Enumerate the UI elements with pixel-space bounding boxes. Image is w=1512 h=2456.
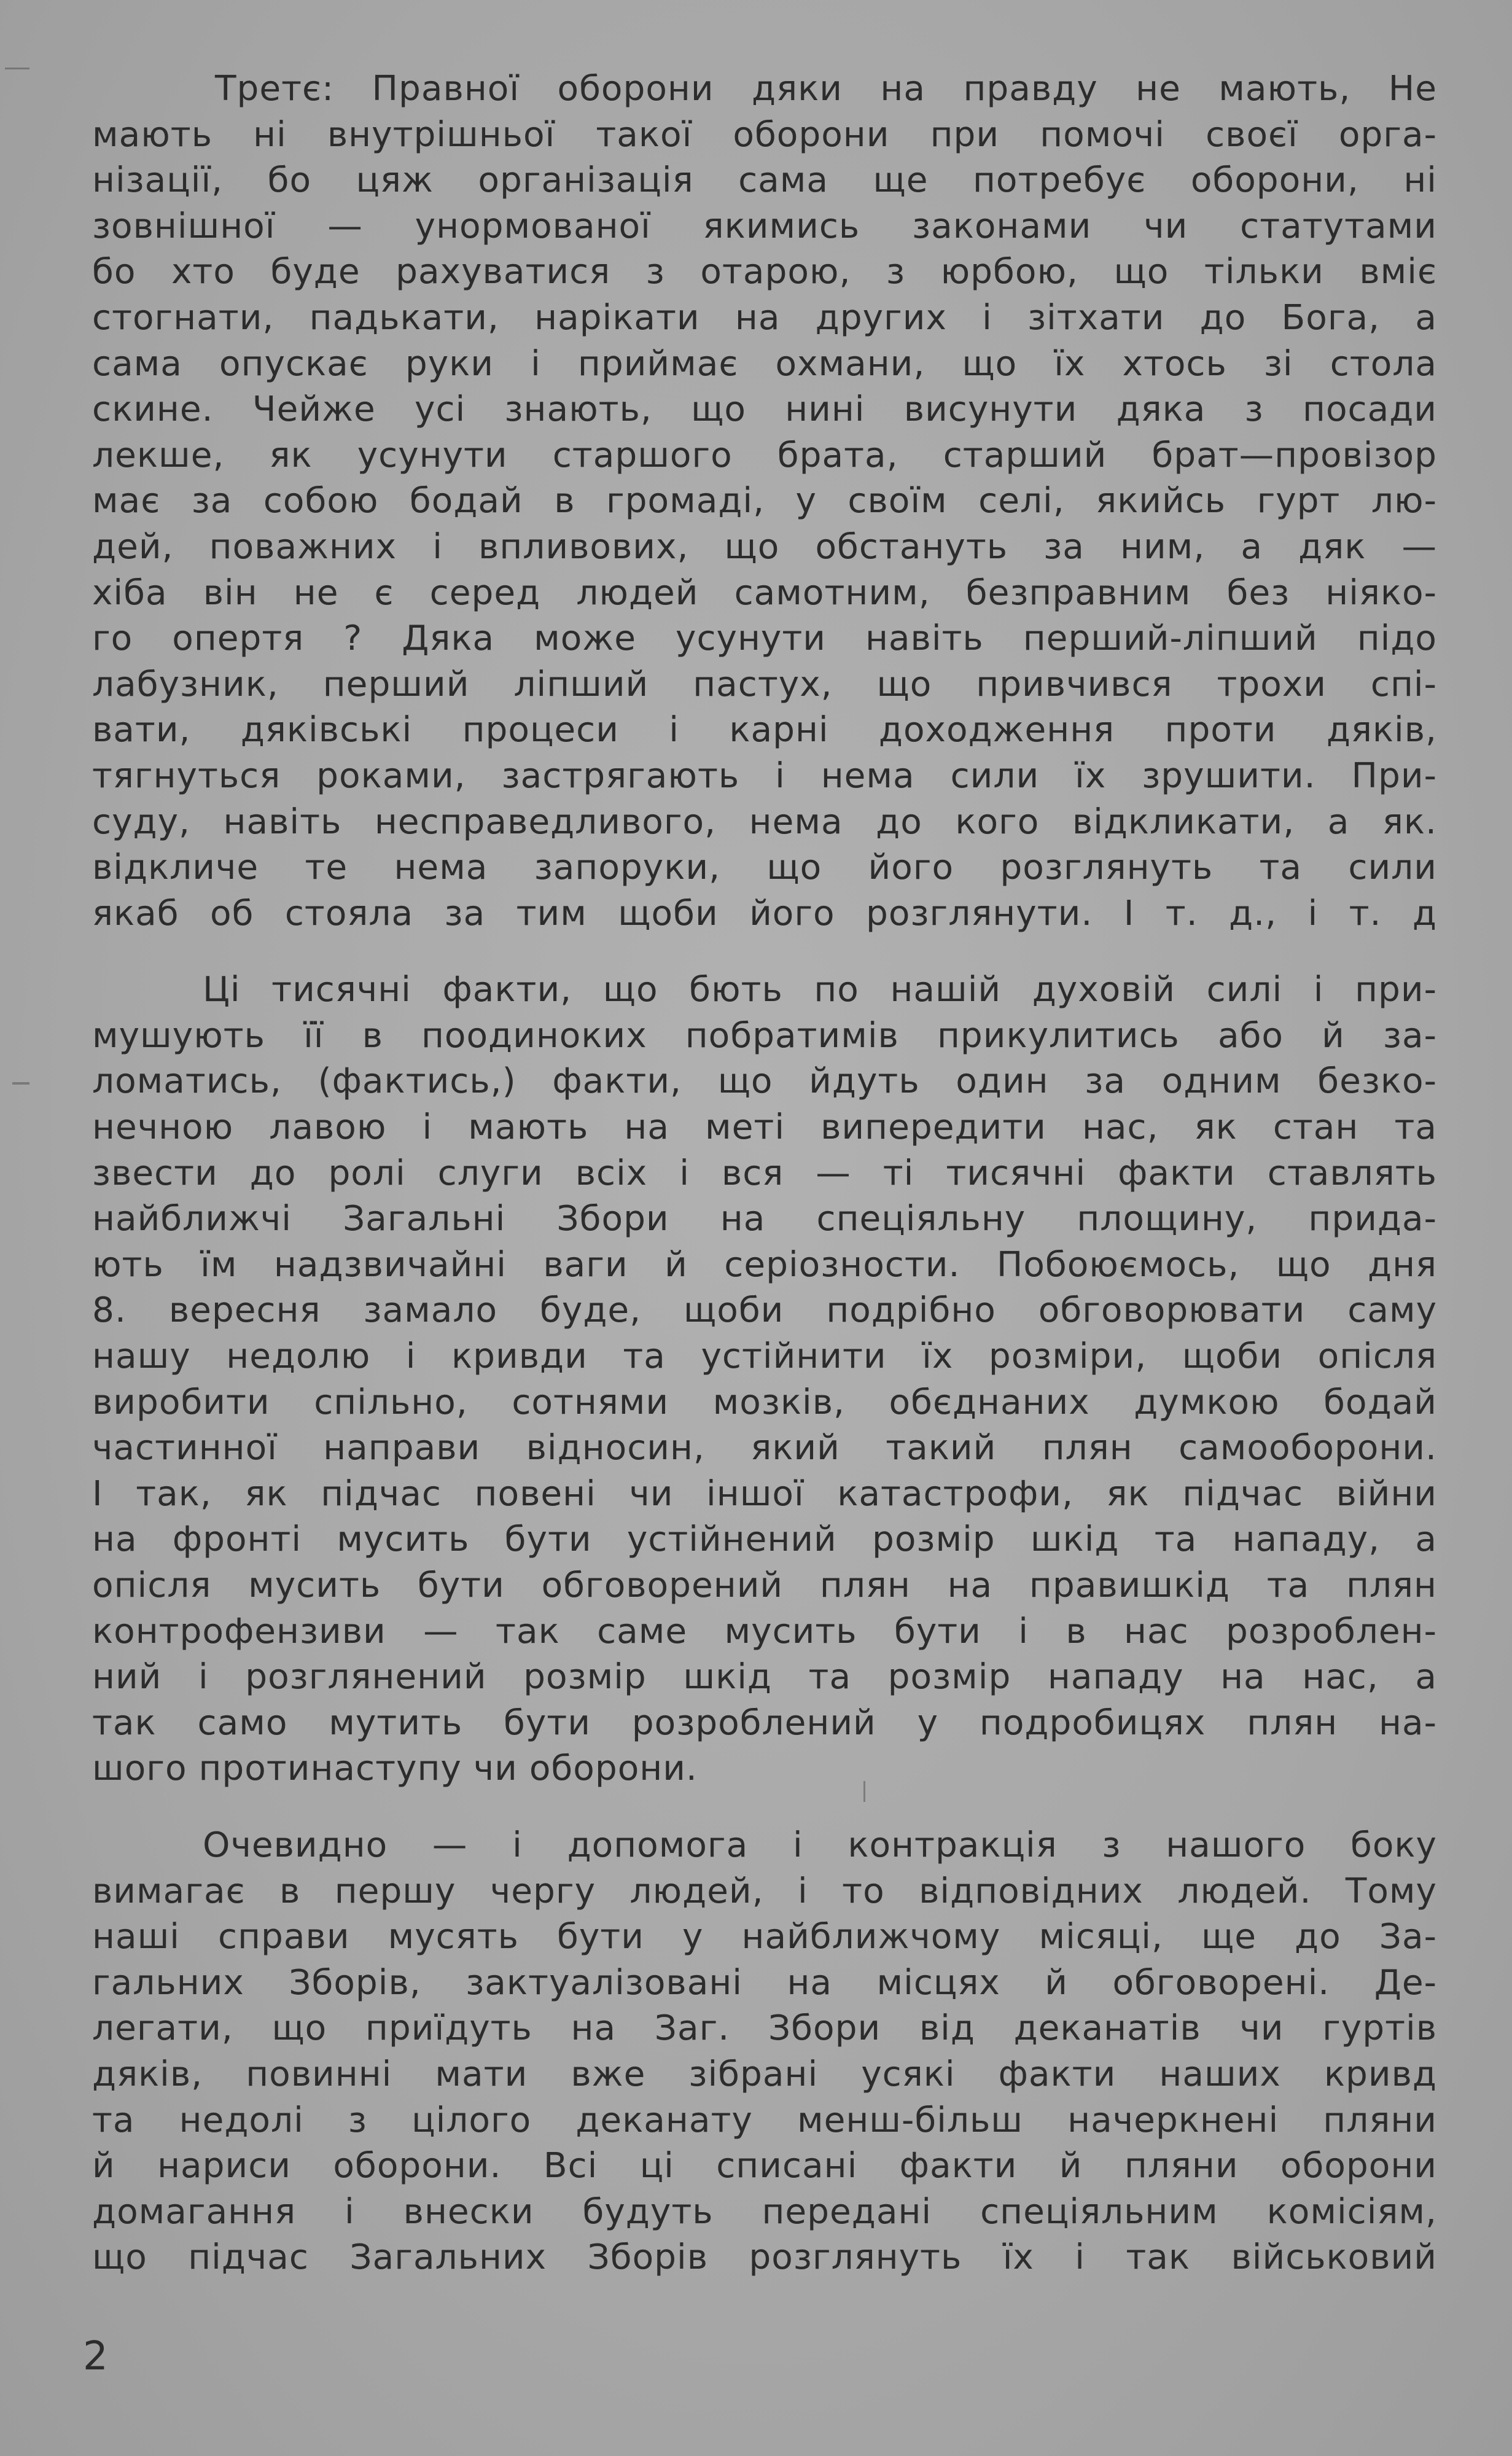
text-line: нашу недолю і кривди та устійнити їх розміри, щоби опісля bbox=[92, 1336, 1437, 1377]
text-line: наші справи мусять бути у найближчому місяці, ще до За- bbox=[92, 1917, 1437, 1957]
text-line: ломатись, (фактись,) факти, що йдуть один за одним безко- bbox=[92, 1061, 1437, 1102]
text-line: має за собою бодай в громаді, у своїм селі, якийсь гурт лю- bbox=[92, 481, 1437, 521]
text-line: легати, що приїдуть на Заг. Збори від деканатів чи гуртів bbox=[92, 2008, 1437, 2049]
text-line: зовнішної — унормованої якимись законами чи статутами bbox=[92, 206, 1437, 246]
text-line: І так, як підчас повені чи іншої катастрофи, як підчас війни bbox=[92, 1473, 1437, 1514]
text-line: нечною лавою і мають на меті випередити нас, як стан та bbox=[92, 1107, 1437, 1148]
margin-mark bbox=[12, 1082, 29, 1085]
text-line: мушують її в поодиноких побратимів прикулитись або й за- bbox=[92, 1015, 1437, 1056]
text-line: й нариси оборони. Всі ці списані факти й пляни оборони bbox=[92, 2146, 1437, 2186]
text-line: бо хто буде рахуватися з отарою, з юрбою, що тільки вміє bbox=[92, 252, 1437, 292]
text-line: хіба він не є серед людей самотним, безправним без ніяко- bbox=[92, 572, 1437, 613]
text-line: вимагає в першу чергу людей, і то відповідних людей. Тому bbox=[92, 1871, 1437, 1911]
text-line: стогнати, падькати, нарікати на других і зітхати до Бога, а bbox=[92, 297, 1437, 338]
text-line: вати, дяківські процеси і карні доходження проти дяків, bbox=[92, 710, 1437, 750]
text-line: опісля мусить бути обговорений плян на правишкід та плян bbox=[92, 1565, 1437, 1605]
text-line: скине. Чейже усі знають, що нині висунути дяка з посади bbox=[92, 389, 1437, 430]
text-line: лекше, як усунути старшого брата, старший брат—провізор bbox=[92, 435, 1437, 475]
text-line: дяків, повинні мати вже зібрані усякі факти наших кривд bbox=[92, 2054, 1437, 2094]
text-line: Ці тисячні факти, що бють по нашій духовій силі і при- bbox=[203, 970, 1437, 1010]
paragraph-1 bbox=[92, 66, 1437, 937]
body-text bbox=[92, 66, 1437, 2281]
text-line: гальних Зборів, зактуалізовані на місцях й обговорені. Де- bbox=[92, 1962, 1437, 2003]
text-line: 8. вересня замало буде, щоби подрібно обговорювати саму bbox=[92, 1290, 1437, 1331]
paragraph-2 bbox=[92, 967, 1437, 1792]
text-line: шого протинаступу чи оборони. bbox=[92, 1748, 698, 1789]
text-line: ють їм надзвичайні ваги й серіозности. Побоюємось, що дня bbox=[92, 1244, 1437, 1285]
margin-mark bbox=[5, 68, 29, 69]
text-line: лабузник, перший ліпший пастух, що привчився трохи спі- bbox=[92, 664, 1437, 704]
text-line: домагання і внески будуть передані спеціяльним комісіям, bbox=[92, 2191, 1437, 2232]
page-number: 2 bbox=[83, 2334, 108, 2379]
text-line: суду, навіть несправедливого, нема до кого відкликати, а як. bbox=[92, 801, 1437, 842]
text-line: Очевидно — і допомога і контракція з нашого боку bbox=[203, 1825, 1437, 1865]
text-line: контрофензиви — так саме мусить бути і в нас розроблен- bbox=[92, 1611, 1437, 1651]
text-line: нізації, бо цяж організація сама ще потребує оборони, ні bbox=[92, 160, 1437, 201]
text-line: якаб об стояла за тим щоби його розглянути. І т. д., і т. д bbox=[92, 893, 1437, 934]
text-line: виробити спільно, сотнями мозків, обєднаних думкою бодай bbox=[92, 1382, 1437, 1422]
text-line: звести до ролі слуги всіх і вся — ті тисячні факти ставлять bbox=[92, 1153, 1437, 1193]
text-line: Третє: Правної оборони дяки на правду не мають, Не bbox=[215, 69, 1437, 109]
text-line: сама опускає руки і приймає охмани, що їх хтось зі стола bbox=[92, 343, 1437, 384]
text-line: так само мутить бути розроблений у подробицях плян на- bbox=[92, 1702, 1437, 1743]
text-line: відкличе те нема запоруки, що його розглянуть та сили bbox=[92, 848, 1437, 888]
text-line: ний і розглянений розмір шкід та розмір нападу на нас, а bbox=[92, 1657, 1437, 1698]
text-line: найближчі Загальні Збори на спеціяльну площину, прида- bbox=[92, 1199, 1437, 1239]
text-line: мають ні внутрішньої такої оборони при помочі своєї орга- bbox=[92, 114, 1437, 155]
margin-mark bbox=[863, 1781, 865, 1802]
text-line: на фронті мусить бути устійнений розмір шкід та нападу, а bbox=[92, 1519, 1437, 1560]
text-line: тягнуться роками, застрягають і нема сили їх зрушити. При- bbox=[92, 755, 1437, 796]
text-line: дей, поважних і впливових, що обстануть за ним, а дяк — bbox=[92, 526, 1437, 567]
text-line: го опертя ? Дяка може усунути навіть перший-ліпший підо bbox=[92, 618, 1437, 659]
paragraph-3 bbox=[92, 1823, 1437, 2281]
text-line: що підчас Загальних Зборів розглянуть їх і так військовий bbox=[92, 2237, 1437, 2278]
text-line: частинної направи відносин, який такий плян самооборони. bbox=[92, 1428, 1437, 1468]
text-line: та недолі з цілого деканату менш-більш начеркнені пляни bbox=[92, 2100, 1437, 2140]
